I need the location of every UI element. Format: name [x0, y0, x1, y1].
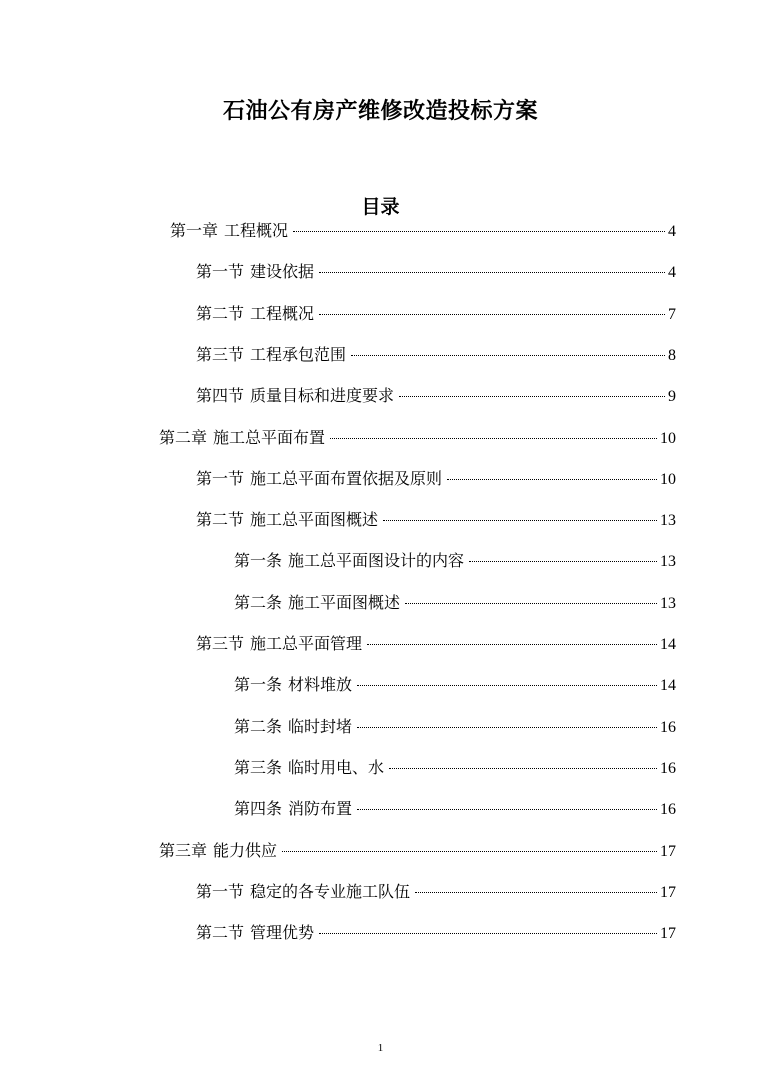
document-title: 石油公有房产维修改造投标方案	[222, 99, 538, 124]
dot-leader	[357, 684, 657, 686]
toc-entry[interactable]	[196, 466, 676, 492]
toc-entry-label: 工程概况	[250, 303, 315, 323]
toc-entry-page: 16	[660, 801, 676, 819]
toc-entry-number: 第二章	[159, 427, 208, 447]
dot-leader	[383, 519, 657, 521]
toc-entry[interactable]	[170, 218, 676, 244]
dot-leader	[415, 891, 657, 893]
toc-entry-number: 第一节	[196, 881, 245, 901]
toc-entry-number: 第二条	[234, 592, 283, 612]
toc-entry-number: 第一条	[234, 551, 283, 571]
toc-entry-page: 4	[668, 264, 676, 282]
toc-entry-number: 第三节	[196, 344, 245, 364]
dot-leader	[389, 767, 657, 769]
toc-entry[interactable]	[196, 342, 676, 368]
dot-leader	[293, 230, 665, 232]
toc-entry[interactable]	[159, 838, 676, 864]
toc-entry-label: 施工总平面布置	[213, 427, 326, 447]
toc-entry[interactable]	[196, 259, 676, 285]
toc-entry[interactable]	[196, 631, 676, 657]
toc-entry-number: 第四节	[196, 386, 245, 406]
dot-leader	[447, 478, 657, 480]
toc-entry-label: 临时用电、水	[288, 757, 385, 777]
toc-entry-number: 第一章	[170, 221, 219, 240]
dot-leader	[357, 726, 657, 728]
toc-entry[interactable]	[196, 301, 676, 327]
toc-entry[interactable]	[234, 755, 676, 781]
toc-entry-label: 工程概况	[224, 221, 289, 240]
toc-entry-label: 建设依据	[250, 262, 315, 282]
toc-entry-page: 14	[660, 636, 676, 653]
dot-leader	[282, 850, 657, 852]
toc-entry-number: 第三章	[159, 840, 208, 860]
toc-entry-label: 临时封堵	[288, 716, 353, 736]
toc-entry-number: 第二节	[196, 510, 245, 530]
toc-entry[interactable]	[234, 714, 676, 740]
toc-entry-page: 10	[660, 470, 676, 488]
dot-leader	[399, 395, 665, 397]
toc-entry-number: 第一节	[196, 262, 245, 282]
toc-entry-label: 施工总平面管理	[250, 634, 363, 653]
toc-entry-page: 13	[660, 594, 676, 612]
dot-leader	[330, 437, 657, 439]
toc-entry-page: 13	[660, 553, 676, 571]
dot-leader	[351, 354, 665, 356]
toc-entry-page: 10	[660, 429, 676, 447]
toc-heading: 目录	[361, 196, 400, 218]
toc-entry-label: 管理优势	[250, 923, 315, 943]
toc-entry[interactable]	[196, 383, 676, 409]
toc-entry-page: 17	[660, 925, 676, 943]
dot-leader	[319, 313, 665, 315]
toc-entry-label: 消防布置	[288, 799, 353, 819]
dot-leader	[357, 808, 657, 810]
dot-leader	[319, 932, 657, 934]
toc-entry-label: 材料堆放	[288, 675, 353, 695]
toc-entry[interactable]	[234, 590, 676, 616]
toc-entry-label: 施工总平面图设计的内容	[288, 551, 465, 571]
toc-entry-page: 13	[660, 512, 676, 530]
toc-entry[interactable]	[234, 548, 676, 574]
dot-leader	[319, 271, 665, 273]
toc-entry-label: 能力供应	[213, 840, 278, 860]
toc-entry-label: 质量目标和进度要求	[250, 386, 395, 406]
toc-entry-number: 第三节	[196, 634, 245, 653]
toc-entry-number: 第一节	[196, 468, 245, 488]
toc-entry-label: 施工总平面布置依据及原则	[250, 468, 443, 488]
toc-entry-number: 第一条	[234, 675, 283, 695]
toc-entry-page: 17	[660, 842, 676, 860]
toc-entry-page: 16	[660, 718, 676, 736]
toc-entry-label: 稳定的各专业施工队伍	[250, 881, 411, 901]
toc-entry-page: 7	[668, 305, 676, 323]
toc-entry[interactable]	[234, 672, 676, 698]
toc-entry-label: 施工平面图概述	[288, 592, 401, 612]
toc-entry-page: 9	[668, 388, 676, 406]
toc-entry[interactable]	[159, 425, 676, 451]
page-number: 1	[377, 1042, 384, 1054]
toc-entry-page: 14	[660, 677, 676, 695]
toc-entry-number: 第二节	[196, 923, 245, 943]
toc-entry-number: 第四条	[234, 799, 283, 819]
toc-entry-page: 4	[668, 223, 676, 240]
toc-entry-page: 17	[660, 883, 676, 901]
toc-entry[interactable]	[234, 796, 676, 822]
dot-leader	[367, 643, 657, 645]
toc-entry-number: 第二节	[196, 303, 245, 323]
toc-entry-label: 施工总平面图概述	[250, 510, 379, 530]
toc-entry-number: 第二条	[234, 716, 283, 736]
toc-entry-label: 工程承包范围	[250, 344, 347, 364]
dot-leader	[405, 602, 657, 604]
dot-leader	[469, 560, 657, 562]
toc-entry[interactable]	[196, 920, 676, 946]
toc-entry[interactable]	[196, 507, 676, 533]
toc-entry[interactable]	[196, 879, 676, 905]
toc-entry-page: 8	[668, 346, 676, 364]
toc-entry-page: 16	[660, 759, 676, 777]
toc-entry-number: 第三条	[234, 757, 283, 777]
